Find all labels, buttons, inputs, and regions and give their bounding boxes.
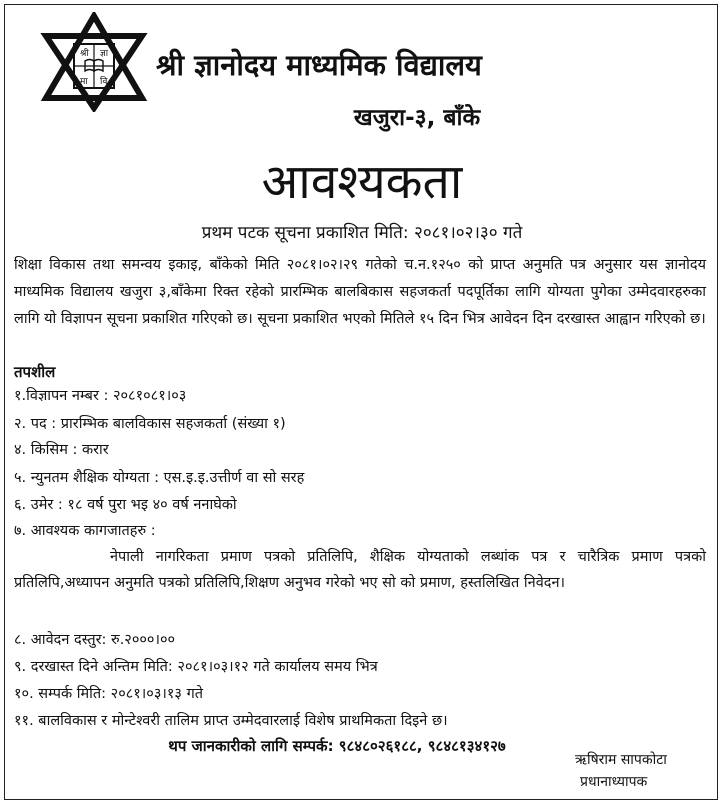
- logo-text-bottom-right: वि: [100, 77, 108, 87]
- item-fee: ८. आवेदन दस्तुर: रु.२०००।००: [14, 632, 176, 648]
- item-age: ६. उमेर : १८ वर्ष पुरा भइ ४० वर्ष ननाघेको: [14, 497, 237, 513]
- school-address: खजुरा-३, बाँके: [353, 105, 481, 131]
- intro-paragraph: शिक्षा विकास तथा समन्वय इकाइ, बाँकेको मिति २०८१।०२।२९ गतेको च.न.१२५० को प्राप्त अनुमति पत्र अनुसार यस ज्ञानोदय माध्यमिक विद्यालय खजुरा ३,बाँकेमा रिक्त रहेको प्रारम्भिक बालबिकास सहजकर्ता पदपूर्तिका लागि योग्यता पुगेका उम्मेदवारहरुका लागि यो विज्ञापन सूचना प्रकाशित गरिएको छ। सूचना प्रकाशित भएको मितिले १५ दिन भित्र आवेदन दिन दरखास्त आह्वान गरिएको छ।: [14, 257, 706, 327]
- item-type: ४. किसिम : करार: [14, 442, 109, 458]
- item-post: २. पद : प्रारम्भिक बालविकास सहजकर्ता (संख्या १): [14, 416, 286, 432]
- school-name: श्री ज्ञानोदय माध्यमिक विद्यालय: [156, 48, 482, 82]
- logo-text-top-left: श्री: [80, 49, 89, 59]
- signatory-name: ऋषिराम सापकोटा: [575, 752, 667, 768]
- signatory-title: प्रधानाध्यापक: [580, 774, 648, 790]
- book-icon: [85, 60, 103, 72]
- publication-date: प्रथम पटक सूचना प्रकाशित मिति: २०८१।०२।३० गते: [201, 223, 523, 243]
- logo-text-top-right: ज्ञा: [100, 49, 109, 59]
- details-heading: तपशील: [14, 363, 56, 381]
- logo-text-bottom-left: मा: [80, 77, 88, 87]
- item-advertisement-number: १.विज्ञापन नम्बर : २०८१०८१।०३: [14, 388, 187, 404]
- item-qualification: ५. न्युनतम शैक्षिक योग्यता : एस.इ.इ.उत्तीर्ण वा सो सरह: [14, 470, 305, 486]
- item-contact-date: १०. सम्पर्क मिति: २०८१।०३।१३ गते: [14, 686, 203, 702]
- notice-title: आवश्यकता: [261, 154, 463, 210]
- item-priority: ११. बालविकास र मोन्टेश्वरी तालिम प्राप्त उम्मेदवारलाई विशेष प्राथमिकता दिइने छ।: [14, 713, 448, 729]
- item-documents-label: ७. आवश्यक कागजातहरु :: [14, 523, 156, 539]
- documents-paragraph: नेपाली नागरिकता प्रमाण पत्रको प्रतिलिपि, शैक्षिक योग्यताको लब्धांक पत्र र चारैत्रिक प्रमाण पत्रको प्रतिलिपि,अध्यापन अनुमति पत्रको प्रतिलिपि,शिक्षण अनुभव गरेको भए सो को प्रमाण, हस्तलिखित निवेदन।: [14, 549, 706, 591]
- item-deadline: ९. दरखास्त दिने अन्तिम मिति: २०८१।०३।१२ गते कार्यालय समय भित्र: [14, 659, 378, 675]
- contact-line: थप जानकारीको लागि सम्पर्क: ९८४८०२६१८८, ९८४८१३४१२७: [168, 737, 506, 755]
- school-logo: [38, 12, 150, 112]
